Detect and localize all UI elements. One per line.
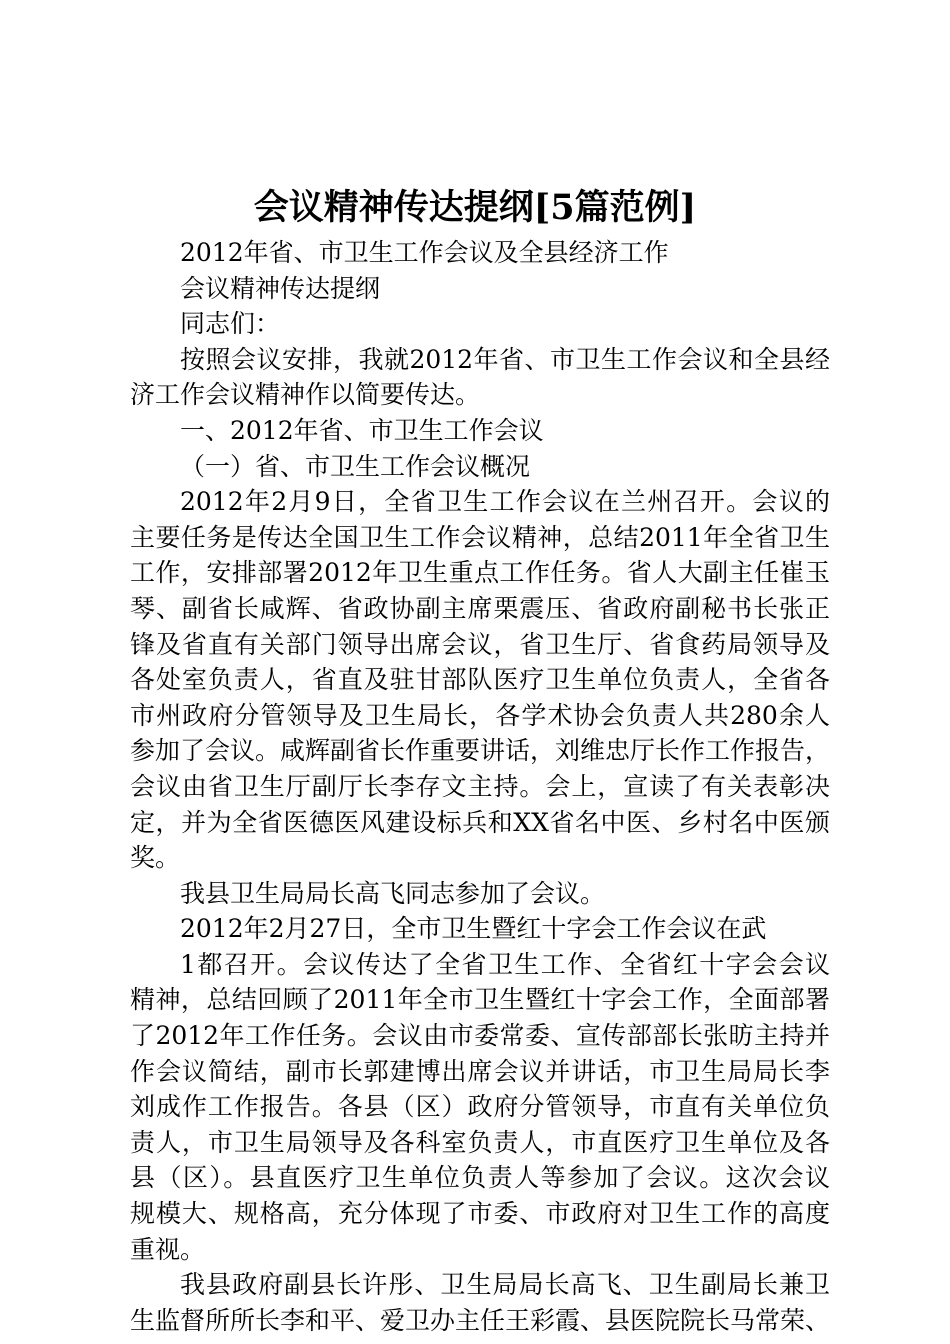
text-line: 2012年2月27日，全市卫生暨红十字会工作会议在武 [180,914,767,944]
text-line: 了2012年工作任务。会议由市委常委、宣传部部长张昉主持并 [130,1021,830,1051]
text-line: 2012年省、市卫生工作会议及全县经济工作 [180,238,669,267]
text-line: 刘成作工作报告。各县（区）政府分管领导，市直有关单位负 [130,1092,830,1122]
text-line: （一）省、市卫生工作会议概况 [180,451,531,481]
text-line: 工作，安排部署2012年卫生重点工作任务。省人大副主任崔玉 [130,558,830,588]
text-line: 同志们： [180,309,281,339]
text-line: 按照会议安排，我就2012年省、市卫生工作会议和全县经 [180,344,830,374]
text-line: 会议精神传达提纲 [180,273,381,303]
text-line: 规模大、规格高，充分体现了市委、市政府对卫生工作的高度 [130,1199,830,1229]
text-line: 各处室负责人，省直及驻甘部队医疗卫生单位负责人，全省各 [130,665,830,695]
document-body [130,235,830,1338]
text-line: 生监督所所长李和平、爱卫办主任王彩霞、县医院院长马常荣、 [130,1305,831,1335]
text-line: 县（区）。县直医疗卫生单位负责人等参加了会议。这次会议 [130,1163,830,1193]
text-line: 重视。 [130,1234,206,1264]
text-line: 琴、副省长咸辉、省政协副主席栗震压、省政府副秘书长张正 [130,593,830,623]
text-line: 锋及省直有关部门领导出席会议，省卫生厅、省食药局领导及 [130,629,830,659]
text-line: 作会议简结，副市长郭建博出席会议并讲话，市卫生局局长李 [130,1056,830,1086]
text-line: 责人，市卫生局领导及各科室负责人，市直医疗卫生单位及各 [130,1127,830,1157]
text-line: 主要任务是传达全国卫生工作会议精神，总结2011年全省卫生 [130,522,830,552]
text-line: 精神，总结回顾了2011年全市卫生暨红十字会工作，全面部署 [130,985,830,1015]
text-line: 市州政府分管领导及卫生局长，各学术协会负责人共280余人 [130,700,830,730]
text-line: 一、2012年省、市卫生工作会议 [180,415,544,445]
text-line: 参加了会议。咸辉副省长作重要讲话，刘维忠厅长作工作报告， [130,736,831,766]
text-line: 1都召开。会议传达了全省卫生工作、全省红十字会会议 [180,949,830,979]
text-line: 会议由省卫生厅副厅长李存文主持。会上，宣读了有关表彰决 [130,771,830,801]
text-line: 我县政府副县长许彤、卫生局局长高飞、卫生副局长兼卫 [180,1270,830,1300]
text-line: 济工作会议精神作以简要传达。 [130,380,481,410]
text-line: 我县卫生局局长高飞同志参加了会议。 [180,878,606,908]
text-line: 2012年2月9日，全省卫生工作会议在兰州召开。会议的 [180,487,830,517]
document-title: 会议精神传达提纲[5篇范例] [253,187,697,228]
text-line: 奖。 [130,843,181,873]
text-line: 定，并为全省医德医风建设标兵和XX省名中医、乡村名中医颁 [130,807,830,837]
